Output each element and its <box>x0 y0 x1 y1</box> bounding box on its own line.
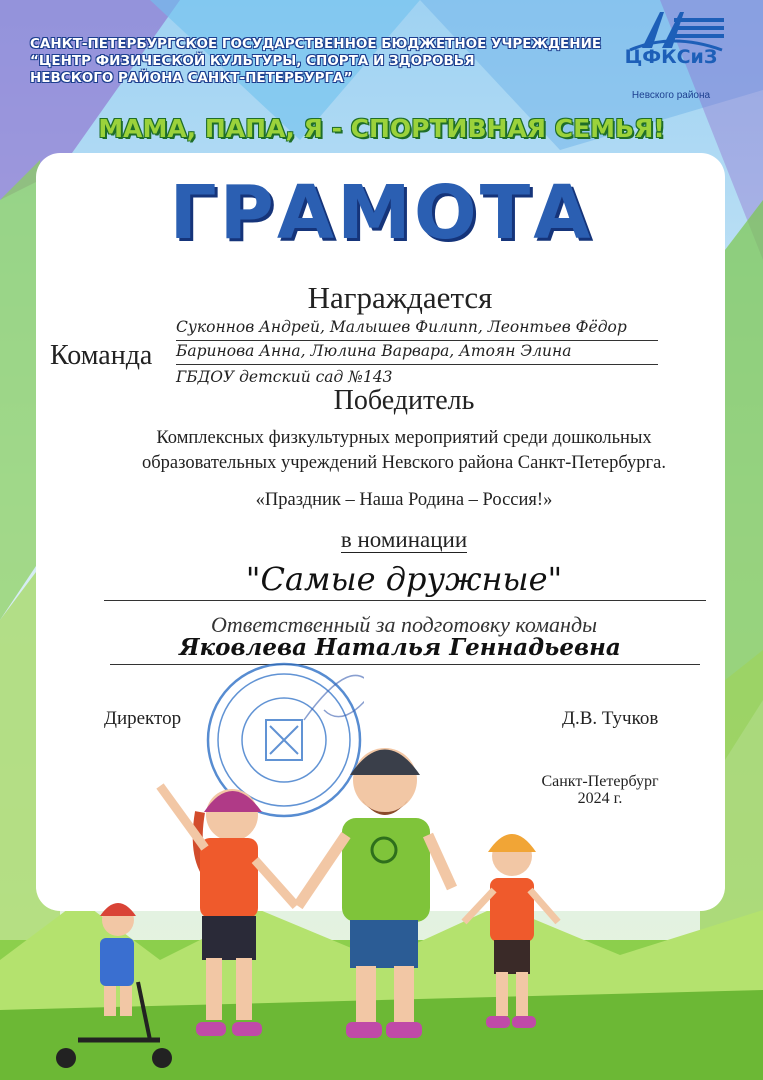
team-underline-2 <box>176 364 658 365</box>
nomination-value: "Самые дружные" <box>245 560 563 598</box>
director-label: Директор <box>104 708 182 729</box>
organization-header <box>30 36 602 87</box>
responsible-underline <box>110 664 700 665</box>
awarded-heading: Награждается <box>307 280 493 315</box>
responsible-name: Яковлева Наталья Геннадьевна <box>179 634 621 661</box>
team-underline-1 <box>176 340 658 341</box>
team-label: Команда <box>50 340 153 371</box>
team-members-line-2: Баринова Анна, Люлина Варвара, Атоян Элина <box>176 342 572 360</box>
director-name: Д.В. Тучков <box>562 708 659 729</box>
responsible-label: Ответственный за подготовку команды <box>211 612 597 637</box>
logo-subtitle: Невского района <box>631 90 711 101</box>
logo-name: ЦФКСиЗ <box>624 46 718 68</box>
nomination-underline <box>104 600 706 601</box>
issue-year: 2024 г. <box>577 790 623 807</box>
issue-city: Санкт-Петербург <box>541 773 659 790</box>
official-stamp-icon <box>204 660 364 820</box>
slogan: МАМА, ПАПА, Я - СПОРТИВНАЯ СЕМЬЯ! <box>98 114 665 143</box>
description-line-1: Комплексных физкультурных мероприятий среди дошкольных <box>156 428 652 448</box>
org-line-3: НЕВСКОГО РАЙОНА САНКТ-ПЕТЕРБУРГА” <box>30 70 353 86</box>
event-name: «Праздник – Наша Родина – Россия!» <box>255 490 553 510</box>
org-line-2: “ЦЕНТР ФИЗИЧЕСКОЙ КУЛЬТУРЫ, СПОРТА И ЗДОРОВЬЯ <box>30 53 475 69</box>
nomination-heading: в номинации <box>340 527 468 552</box>
winner-heading: Победитель <box>333 385 475 416</box>
certificate-title: ГРАМОТА <box>169 170 594 256</box>
team-institution: ГБДОУ детский сад №143 <box>176 368 393 386</box>
team-members-line-1: Суконнов Андрей, Малышев Филипп, Леонтьев Фёдор <box>176 318 627 336</box>
org-line-1: САНКТ-ПЕТЕРБУРГСКОЕ ГОСУДАРСТВЕННОЕ БЮДЖЕТНОЕ УЧРЕЖДЕНИЕ <box>30 36 602 52</box>
description-line-2: образовательных учреждений Невского района Санкт-Петербурга. <box>142 453 666 473</box>
